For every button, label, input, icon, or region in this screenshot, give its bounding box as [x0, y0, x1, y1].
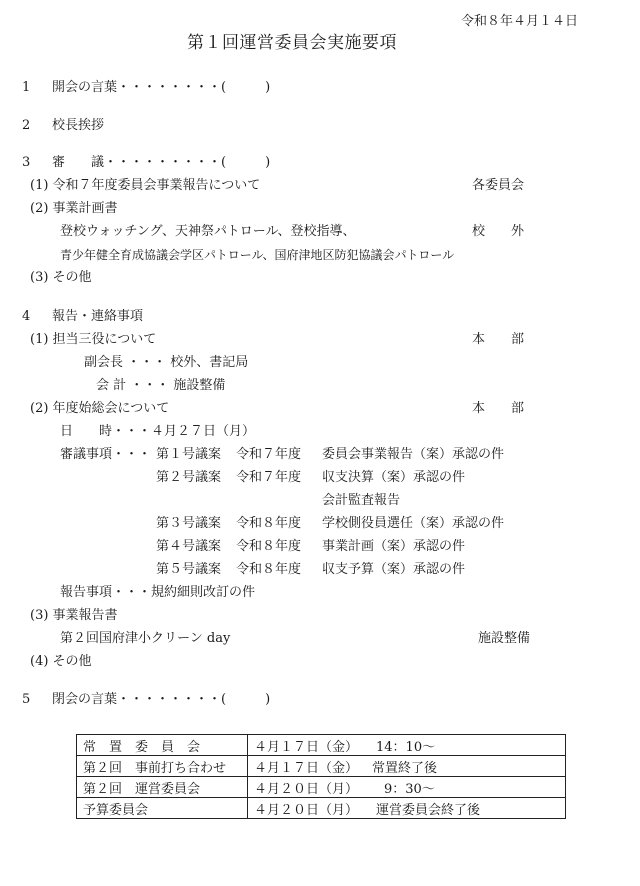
agenda-2-year: 令和７年度	[236, 470, 302, 485]
general-meeting-date: 日 時・・・４月２７日（月）	[60, 424, 256, 439]
section-3-item-3: (3) その他	[30, 270, 92, 285]
section-3-item-1-responsible: 各委員会	[472, 178, 525, 193]
agenda-3-year: 令和８年度	[236, 516, 302, 531]
section-4-item-2-responsible: 本 部	[472, 401, 525, 416]
schedule-date: ４月２０日（月）	[254, 802, 359, 818]
table-row	[77, 735, 566, 756]
section-3-item-2-line-2: 青少年健全育成協議会学区パトロール、国府津地区防犯協議会パトロール	[60, 248, 455, 262]
agenda-5-number: 第５号議案	[156, 562, 222, 577]
agenda-2-number: 第２号議案	[156, 470, 222, 485]
agenda-1-item: 委員会事業報告（案）承認の件	[322, 447, 505, 462]
section-4-item-3-responsible: 施設整備	[478, 631, 531, 646]
report-items-line: 報告事項・・・規約細則改訂の件	[60, 585, 256, 600]
section-4-item-1-accountant: 会 計 ・・・ 施設整備	[96, 378, 226, 393]
agenda-label: 審議事項・・・	[60, 447, 152, 462]
section-4-item-1: (1) 担当三役について	[30, 332, 157, 347]
agenda-4-number: 第４号議案	[156, 539, 222, 554]
section-3-item-2-responsible: 校 外	[472, 224, 525, 239]
schedule-date: ４月１７日（金）	[254, 739, 359, 755]
section-4-item-1-responsible: 本 部	[472, 332, 525, 347]
section-3-text: 審 議・・・・・・・・・( )	[52, 155, 271, 170]
section-4-item-3-line: 第２回国府津小クリーン day	[60, 631, 231, 646]
section-3-number: 3	[22, 155, 31, 170]
schedule-meeting-name: 第２回 運営委員会	[77, 777, 248, 798]
schedule-time: 14：10～	[376, 739, 436, 755]
section-4-item-3: (3) 事業報告書	[30, 608, 118, 623]
table-row	[77, 777, 566, 798]
agenda-5-year: 令和８年度	[236, 562, 302, 577]
agenda-5-item: 収支予算（案）承認の件	[322, 562, 466, 577]
schedule-time: 常置終了後	[372, 760, 438, 776]
section-5-number: 5	[22, 692, 31, 707]
agenda-2-item: 収支決算（案）承認の件	[322, 470, 466, 485]
section-3-item-2: (2) 事業計画書	[30, 201, 118, 216]
schedule-time: 9：30～	[384, 781, 435, 797]
schedule-meeting-name: 第２回 事前打ち合わせ	[77, 756, 248, 777]
section-3-item-1: (1) 令和７年度委員会事業報告について	[30, 178, 261, 193]
schedule-time: 運営委員会終了後	[376, 802, 481, 818]
agenda-1-year: 令和７年度	[236, 447, 302, 462]
section-4-item-2: (2) 年度始総会について	[30, 401, 170, 416]
schedule-date: ４月２０日（月）	[254, 781, 359, 797]
schedule-meeting-name: 常 置 委 員 会	[77, 735, 248, 756]
section-5-text: 閉会の言葉・・・・・・・・( )	[52, 692, 271, 707]
section-4-item-4: (4) その他	[30, 654, 92, 669]
agenda-1-number: 第１号議案	[156, 447, 222, 462]
schedule-datetime	[248, 735, 566, 756]
section-3-item-2-line-1: 登校ウォッチング、天神祭パトロール、登校指導、	[60, 224, 356, 239]
table-row	[77, 798, 566, 819]
section-1-text: 開会の言葉・・・・・・・・( )	[52, 80, 271, 95]
section-1-number: 1	[22, 80, 31, 95]
document-date: 令和８年４月１４日	[461, 14, 579, 29]
schedule-datetime	[248, 756, 566, 777]
schedule-date: ４月１７日（金）	[254, 760, 359, 776]
agenda-3-item: 学校側役員選任（案）承認の件	[322, 516, 505, 531]
section-2-number: 2	[22, 118, 31, 133]
section-4-number: 4	[22, 309, 31, 324]
section-4-text: 報告・連絡事項	[52, 309, 144, 324]
section-2-text: 校長挨拶	[52, 118, 105, 133]
agenda-audit-report: 会計監査報告	[322, 493, 401, 508]
schedule-datetime	[248, 777, 566, 798]
document-title: 第１回運営委員会実施要項	[187, 33, 397, 53]
agenda-4-item: 事業計画（案）承認の件	[322, 539, 466, 554]
schedule-meeting-name: 予算委員会	[77, 798, 248, 819]
schedule-table	[76, 734, 566, 819]
section-4-item-1-vice-president: 副会長 ・・・ 校外、書記局	[84, 355, 249, 370]
agenda-4-year: 令和８年度	[236, 539, 302, 554]
agenda-3-number: 第３号議案	[156, 516, 222, 531]
schedule-datetime	[248, 798, 566, 819]
table-row	[77, 756, 566, 777]
